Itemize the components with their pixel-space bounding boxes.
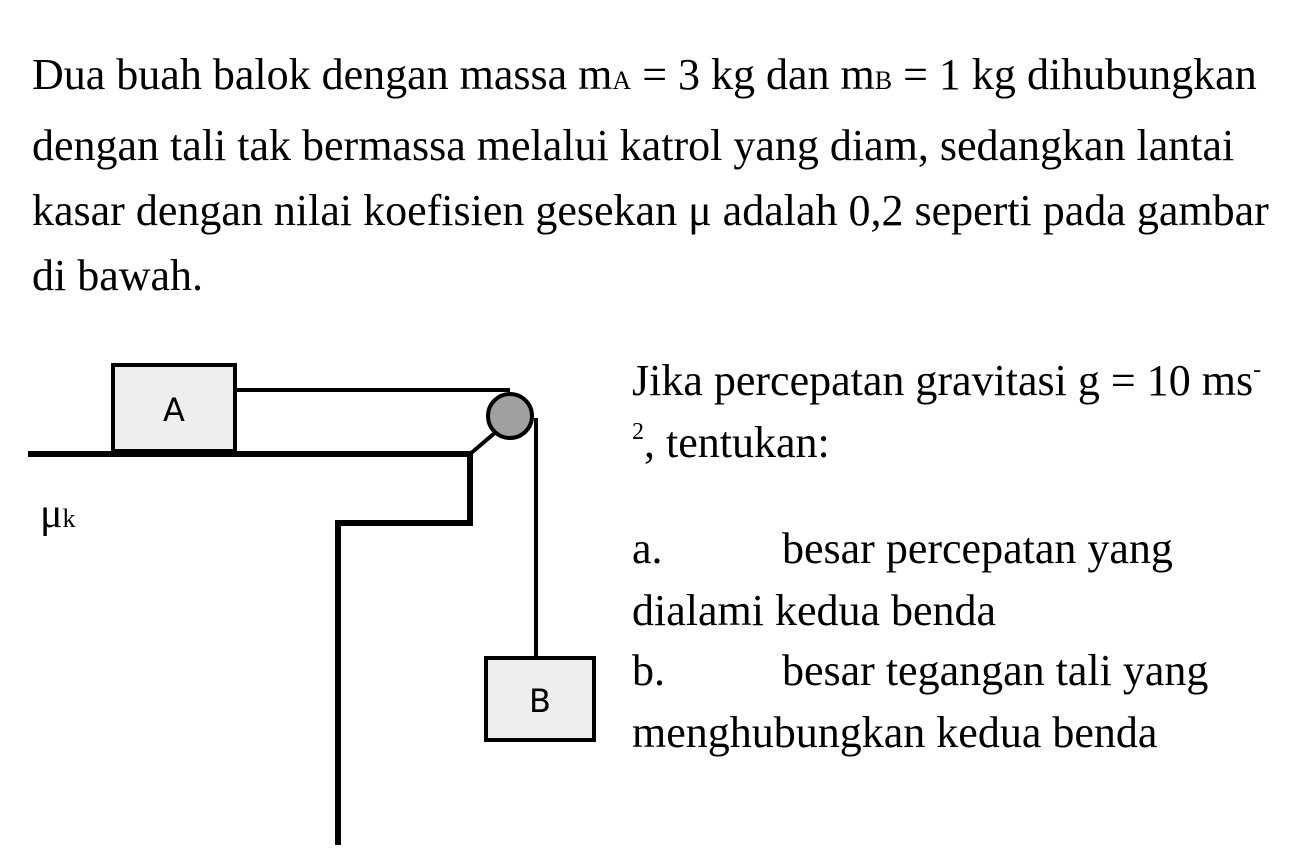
question-text [632, 350, 1282, 474]
problem-intro [32, 42, 1282, 308]
block-a-label: A [163, 391, 185, 429]
friction-label [40, 491, 76, 537]
intro-rest: dihubungkan dengan tali tak bermassa melalui katrol yang diam, sedangkan lantai kasar dengan nilai koefisien gesekan μ adalah 0,2 seperti pada gambar di bawah. [32, 50, 1269, 300]
question-exponent: -2 [632, 357, 1262, 445]
table-outline [28, 454, 470, 845]
pulley-diagram [0, 340, 620, 867]
item-b-marker: b. [632, 646, 665, 695]
mass-b-subscript: B [874, 66, 893, 95]
question-main: Jika percepatan gravitasi g = 10 ms [632, 356, 1254, 405]
item-b-text: besar tegangan tali yang menghubungkan kedua benda [632, 646, 1209, 757]
item-a-marker: a. [632, 524, 663, 573]
mass-b-value: = 1 kg [892, 50, 1016, 99]
friction-mu: μ [40, 491, 63, 537]
mass-a-subscript: A [612, 66, 632, 95]
intro-prefix: Dua buah balok dengan massa m [32, 50, 613, 99]
question-item-a [632, 518, 1282, 642]
item-a-text: besar percepatan yang dialami kedua benda [632, 524, 1173, 635]
block-b-label: B [529, 682, 551, 720]
mass-a-value: = 3 kg dan m [631, 50, 875, 99]
question-item-b [632, 640, 1282, 764]
pulley-icon [488, 394, 532, 438]
question-tail: , tentukan: [644, 418, 830, 467]
friction-subscript: k [62, 504, 76, 533]
